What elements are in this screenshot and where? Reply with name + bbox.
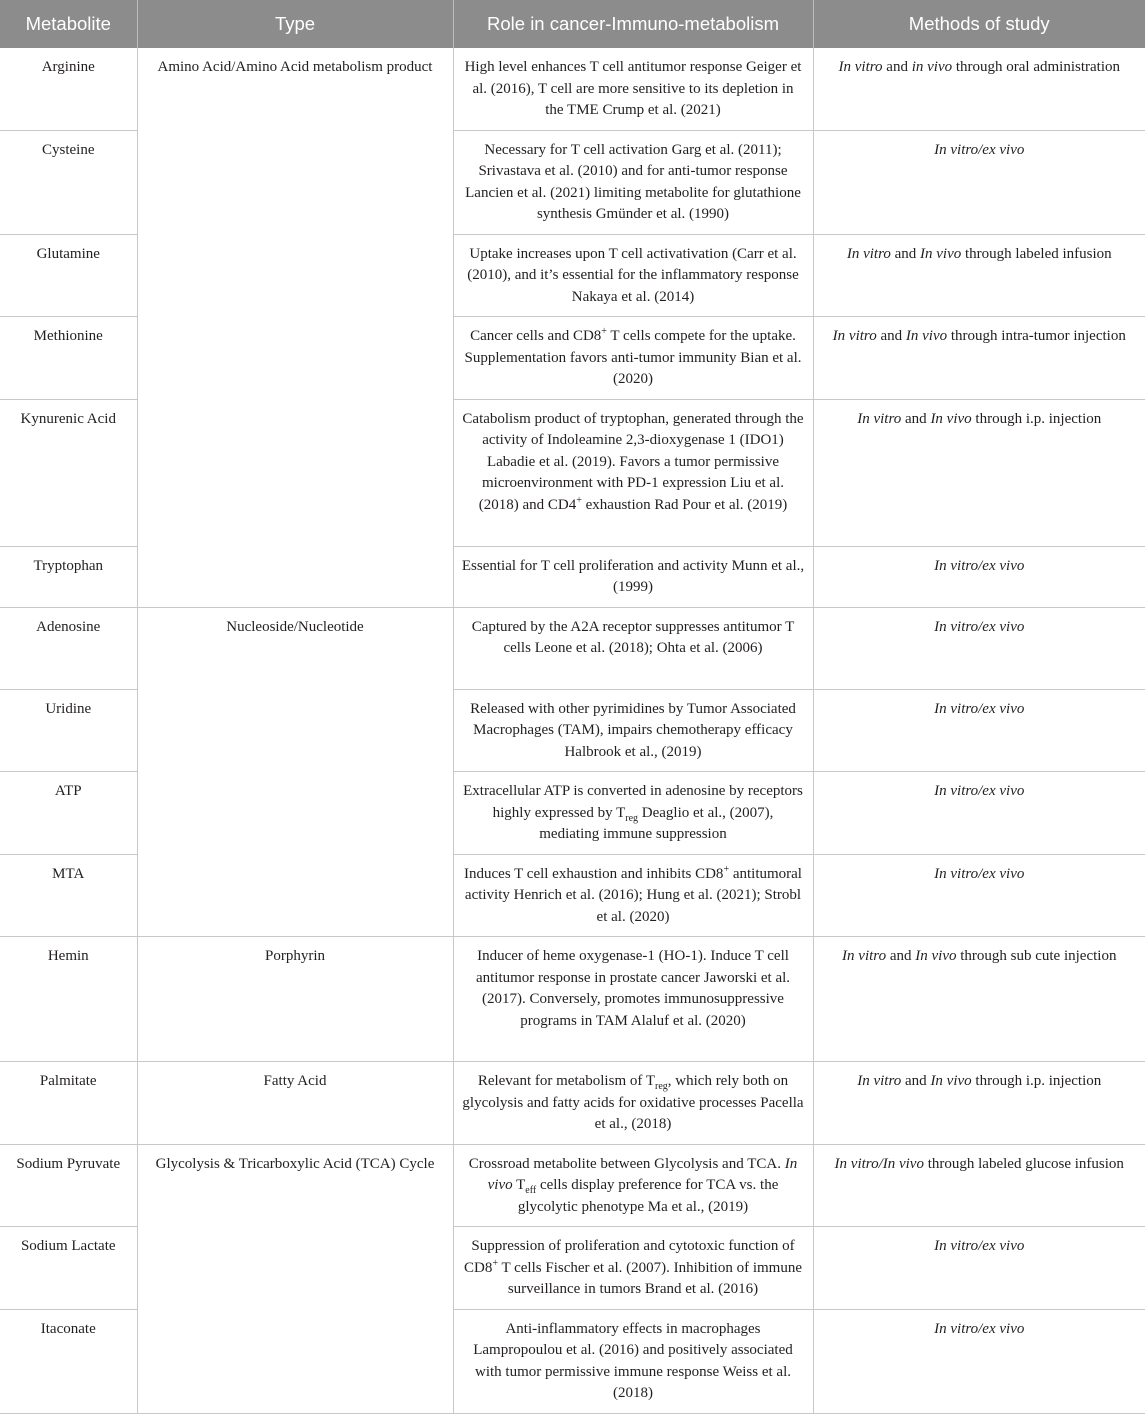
methods-cell: In vitro and In vivo through i.p. injection — [813, 1062, 1145, 1145]
metabolite-cell: Glutamine — [0, 234, 137, 317]
column-header-metabolite: Metabolite — [0, 0, 137, 48]
role-cell: Suppression of proliferation and cytotoxic function of CD8+ T cells Fischer et al. (2007). Inhibition of immune surveillance in tumors Brand et al. (2016) — [453, 1227, 813, 1310]
methods-cell: In vitro and In vivo through i.p. injection — [813, 399, 1145, 546]
role-cell: Released with other pyrimidines by Tumor Associated Macrophages (TAM), impairs chemotherapy efficacy Halbrook et al., (2019) — [453, 689, 813, 772]
methods-cell: In vitro and In vivo through intra-tumor injection — [813, 317, 1145, 400]
metabolite-cell: Sodium Pyruvate — [0, 1144, 137, 1227]
metabolite-cell: Uridine — [0, 689, 137, 772]
methods-cell: In vitro and In vivo through sub cute injection — [813, 937, 1145, 1062]
type-cell: Glycolysis & Tricarboxylic Acid (TCA) Cycle — [137, 1144, 453, 1413]
metabolite-cell: Methionine — [0, 317, 137, 400]
role-cell: Uptake increases upon T cell activativation (Carr et al. (2010), and it’s essential for the inflammatory response Nakaya et al. (2014) — [453, 234, 813, 317]
role-cell: Inducer of heme oxygenase-1 (HO-1). Induce T cell antitumor response in prostate cancer Jaworski et al. (2017). Conversely, promotes immunosuppressive programs in TAM Alaluf et al. (2020) — [453, 937, 813, 1062]
role-cell: Catabolism product of tryptophan, generated through the activity of Indoleamine 2,3-dioxygenase 1 (IDO1) Labadie et al. (2019). Favors a tumor permissive microenvironment with PD-1 expression Liu et al. (2018) and CD4+ exhaustion Rad Pour et al. (2019) — [453, 399, 813, 546]
methods-cell: In vitro/ex vivo — [813, 854, 1145, 937]
metabolite-cell: ATP — [0, 772, 137, 855]
metabolite-cell: Adenosine — [0, 607, 137, 689]
metabolite-cell: Kynurenic Acid — [0, 399, 137, 546]
role-cell: Induces T cell exhaustion and inhibits CD8+ antitumoral activity Henrich et al. (2016); Hung et al. (2021); Strobl et al. (2020) — [453, 854, 813, 937]
metabolite-cell: Sodium Lactate — [0, 1227, 137, 1310]
metabolite-cell: Palmitate — [0, 1062, 137, 1145]
type-cell: Porphyrin — [137, 937, 453, 1062]
header-row — [0, 0, 1145, 48]
column-header-role: Role in cancer-Immuno-metabolism — [453, 0, 813, 48]
methods-cell: In vitro/ex vivo — [813, 130, 1145, 234]
role-cell: Necessary for T cell activation Garg et al. (2011); Srivastava et al. (2010) and for anti-tumor response Lancien et al. (2021) limiting metabolite for glutathione synthesis Gmünder et al. (1990) — [453, 130, 813, 234]
role-cell: Essential for T cell proliferation and activity Munn et al., (1999) — [453, 546, 813, 607]
methods-cell: In vitro and In vivo through labeled infusion — [813, 234, 1145, 317]
metabolite-cell: MTA — [0, 854, 137, 937]
metabolite-cell: Tryptophan — [0, 546, 137, 607]
metabolite-cell: Cysteine — [0, 130, 137, 234]
type-cell: Fatty Acid — [137, 1062, 453, 1145]
type-cell: Nucleoside/Nucleotide — [137, 607, 453, 937]
table-row — [0, 1144, 1145, 1227]
methods-cell: In vitro/ex vivo — [813, 1227, 1145, 1310]
role-cell: Relevant for metabolism of $T_{reg}$, which rely both on glycolysis and fatty acids for oxidative processes Pacella et al., (2018) — [453, 1062, 813, 1145]
role-cell: Anti-inflammatory effects in macrophages Lampropoulou et al. (2016) and positively associated with tumor permissive immune response Weiss et al. (2018) — [453, 1309, 813, 1413]
column-header-type: Type — [137, 0, 453, 48]
methods-cell: In vitro/ex vivo — [813, 546, 1145, 607]
role-cell: High level enhances T cell antitumor response Geiger et al. (2016), T cell are more sensitive to its depletion in the TME Crump et al. (2021) — [453, 48, 813, 130]
role-cell: Extracellular ATP is converted in adenosine by receptors highly expressed by $T_{reg}$ Deaglio et al., (2007), mediating immune suppression — [453, 772, 813, 855]
metabolite-cell: Hemin — [0, 937, 137, 1062]
table-row — [0, 48, 1145, 130]
table-row — [0, 937, 1145, 1062]
role-cell: Crossroad metabolite between Glycolysis and TCA. In vivo $T_{eff}$ cells display preference for TCA vs. the glycolytic phenotype Ma et al., (2019) — [453, 1144, 813, 1227]
table-row — [0, 607, 1145, 689]
methods-cell: In vitro/In vivo through labeled glucose infusion — [813, 1144, 1145, 1227]
methods-cell: In vitro/ex vivo — [813, 689, 1145, 772]
metabolite-cell: Arginine — [0, 48, 137, 130]
methods-cell: In vitro/ex vivo — [813, 1309, 1145, 1413]
methods-cell: In vitro and in vivo through oral administration — [813, 48, 1145, 130]
methods-cell: In vitro/ex vivo — [813, 772, 1145, 855]
methods-cell: In vitro/ex vivo — [813, 607, 1145, 689]
column-header-methods: Methods of study — [813, 0, 1145, 48]
role-cell: Captured by the A2A receptor suppresses antitumor T cells Leone et al. (2018); Ohta et al. (2006) — [453, 607, 813, 689]
type-cell: Amino Acid/Amino Acid metabolism product — [137, 48, 453, 607]
role-cell: Cancer cells and CD8+ T cells compete for the uptake. Supplementation favors anti-tumor immunity Bian et al. (2020) — [453, 317, 813, 400]
metabolite-cell: Itaconate — [0, 1309, 137, 1413]
table-row — [0, 1062, 1145, 1145]
